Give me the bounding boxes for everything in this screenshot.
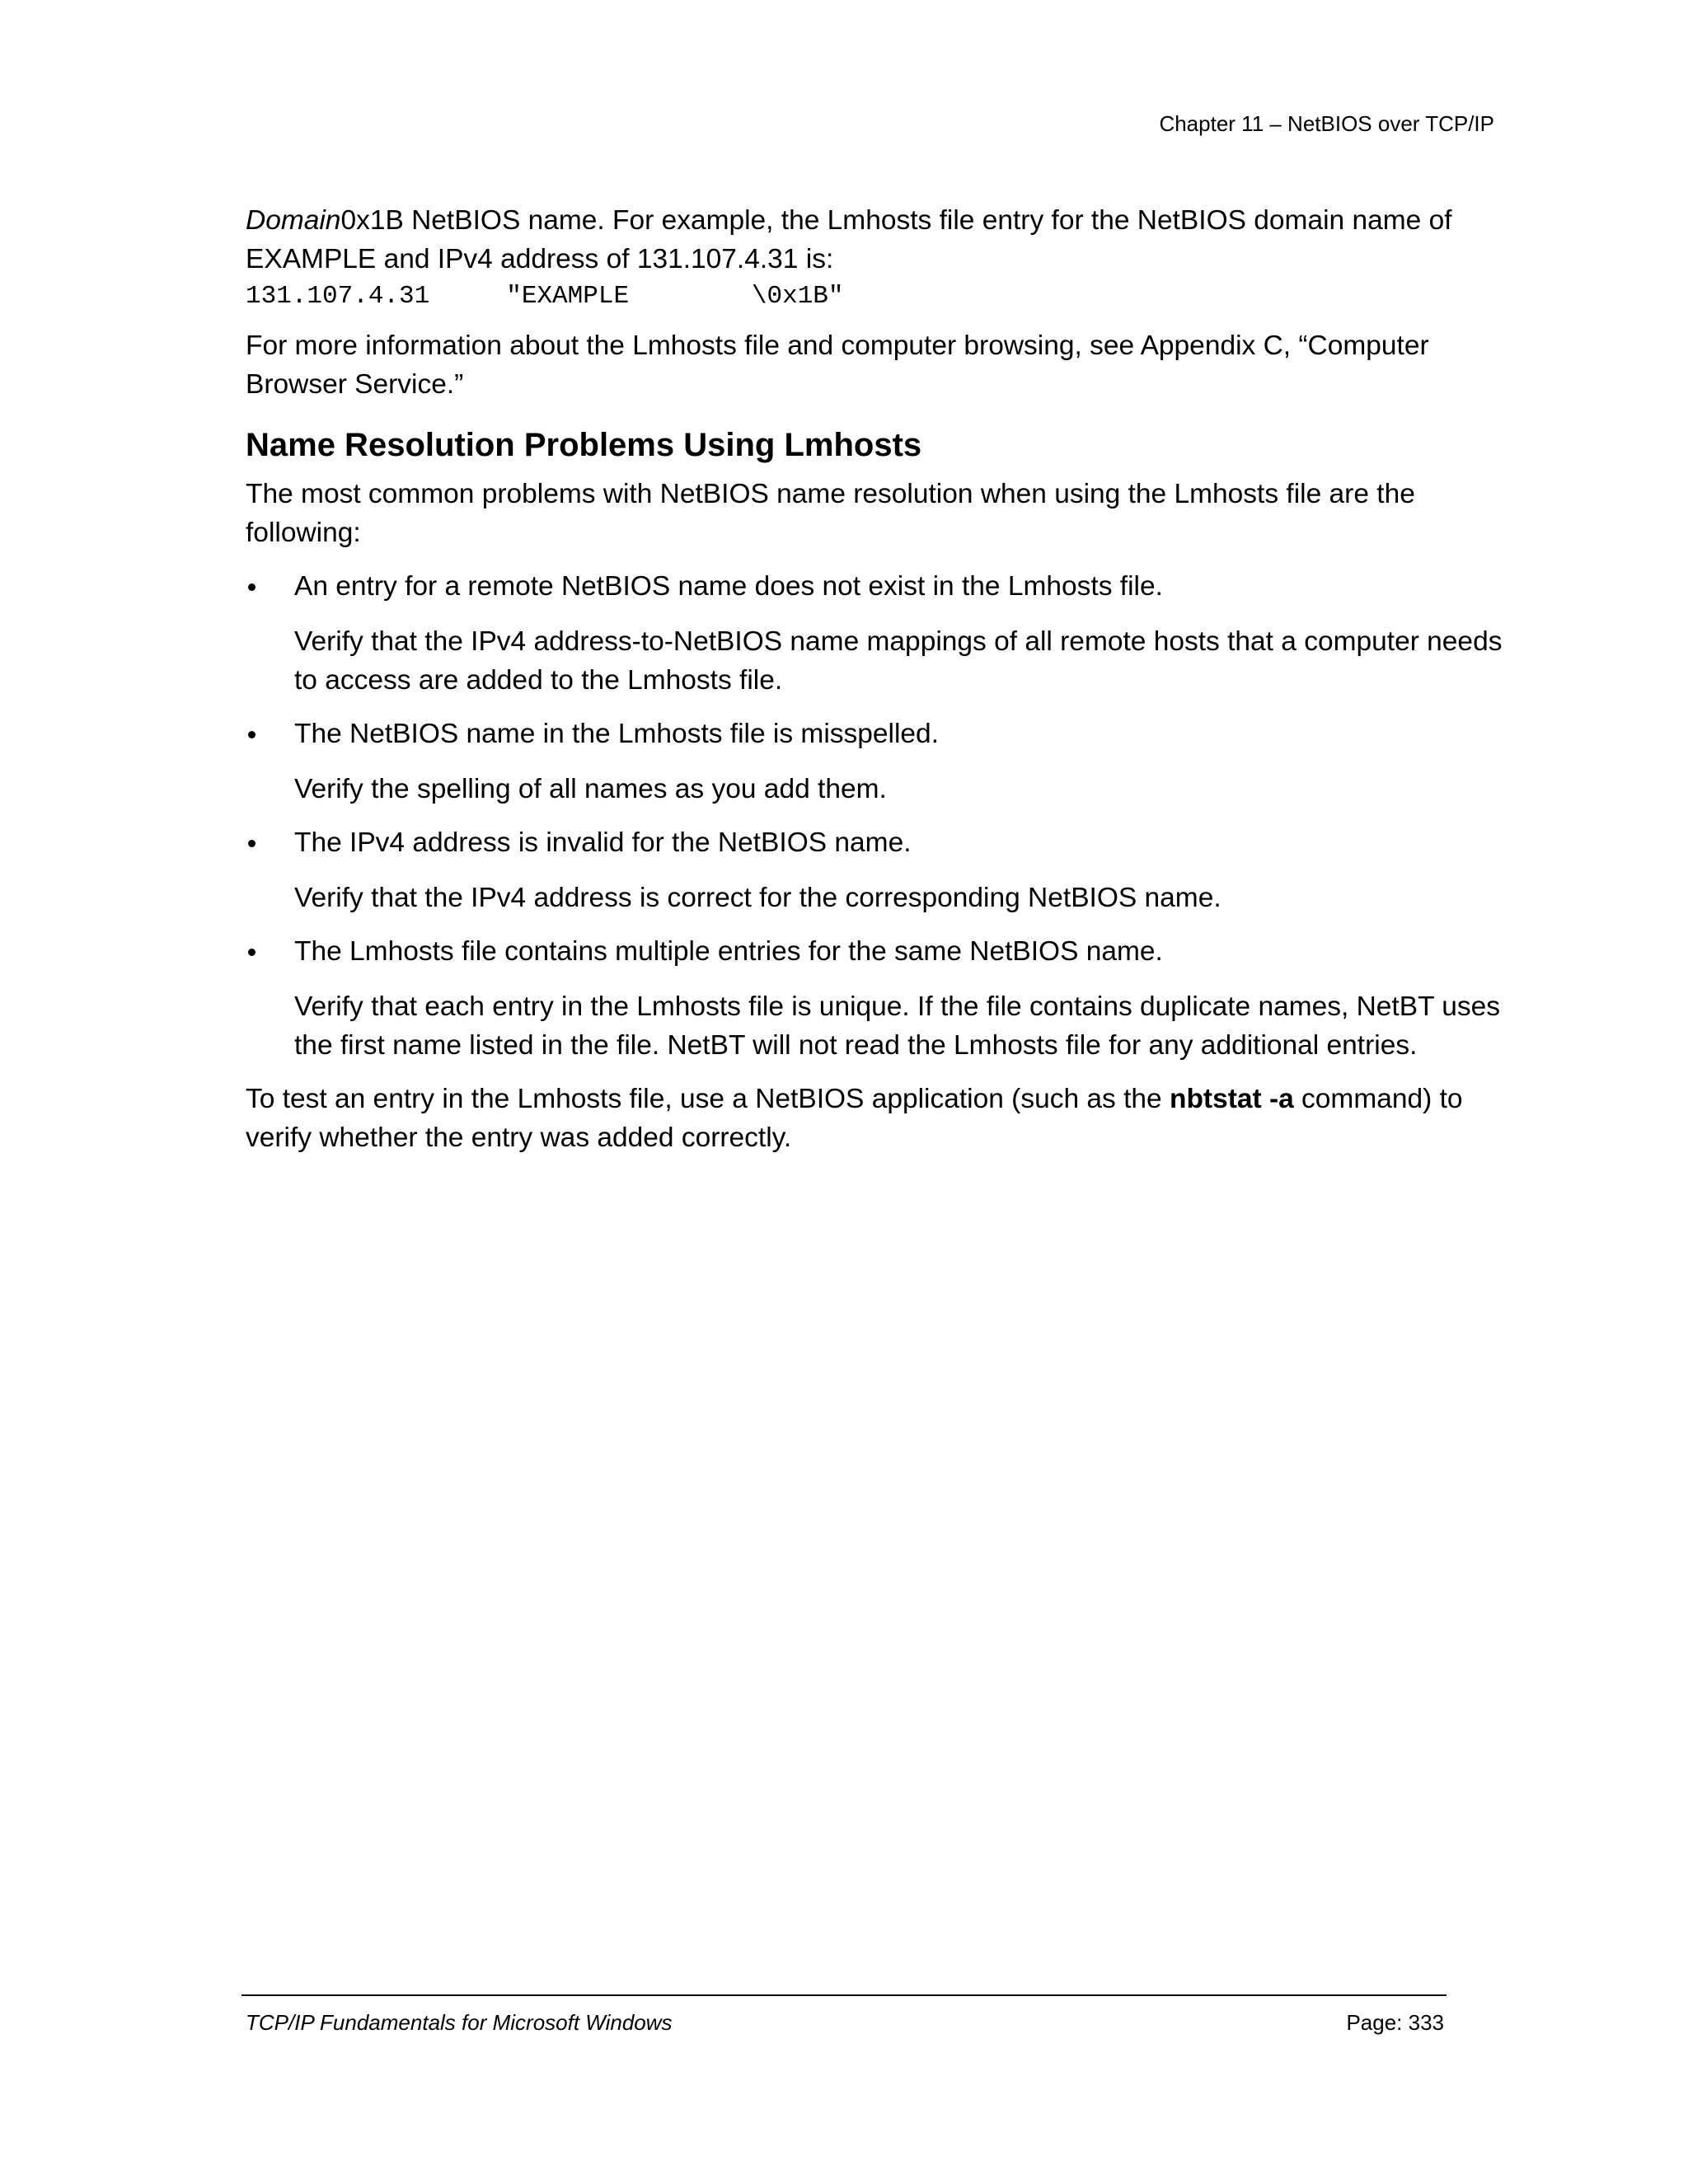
intro-text: 0x1B NetBIOS name. For example, the Lmhosts file entry for the NetBIOS domain name of EXAMPLE and IPv4 address of 131.107.4.31 is: — [246, 205, 1452, 274]
solution-text: Verify that the IPv4 address-to-NetBIOS name mappings of all remote hosts that a computer needs to access are added to the Lmhosts file. — [294, 626, 1503, 696]
intro-paragraph — [246, 201, 1503, 279]
page-body — [246, 201, 1503, 1157]
closing-text-after: command) to verify whether the entry was added correctly. — [246, 1084, 1463, 1153]
list-item — [246, 715, 1503, 808]
solution-text: Verify the spelling of all names as you add them. — [294, 774, 887, 804]
problem-text: An entry for a remote NetBIOS name does not exist in the Lmhosts file. — [294, 571, 1163, 602]
problem-text: The NetBIOS name in the Lmhosts file is misspelled. — [294, 719, 939, 749]
closing-paragraph — [246, 1080, 1503, 1157]
more-info-paragraph: For more information about the Lmhosts file and computer browsing, see Appendix C, “Computer Browser Service.” — [246, 330, 1429, 400]
domain-variable: Domain — [246, 205, 341, 236]
command-name: nbtstat -a — [1169, 1084, 1294, 1114]
footer-book-title: TCP/IP Fundamentals for Microsoft Windows — [246, 2010, 673, 2035]
problem-list — [246, 567, 1503, 1065]
section-intro-paragraph: The most common problems with NetBIOS name resolution when using the Lmhosts file are the following: — [246, 479, 1415, 548]
list-item — [246, 823, 1503, 917]
closing-text-before: To test an entry in the Lmhosts file, use a NetBIOS application (such as the — [246, 1084, 1170, 1114]
list-item — [246, 932, 1503, 1065]
section-heading: Name Resolution Problems Using Lmhosts — [246, 427, 922, 463]
footer-divider — [241, 1994, 1447, 1996]
problem-text: The Lmhosts file contains multiple entries for the same NetBIOS name. — [294, 936, 1163, 967]
problem-text: The IPv4 address is invalid for the NetBIOS name. — [294, 827, 912, 858]
running-header: Chapter 11 – NetBIOS over TCP/IP — [1159, 111, 1494, 136]
footer-page-number: Page: 333 — [1346, 2010, 1444, 2035]
lmhosts-code-example: 131.107.4.31 "EXAMPLE \0x1B" — [246, 282, 844, 311]
list-item — [246, 567, 1503, 700]
solution-text: Verify that each entry in the Lmhosts file is unique. If the file contains duplicate names, NetBT uses the first name listed in the file. NetBT will not read the Lmhosts file for any additional entries. — [294, 991, 1501, 1061]
solution-text: Verify that the IPv4 address is correct for the corresponding NetBIOS name. — [294, 883, 1221, 913]
